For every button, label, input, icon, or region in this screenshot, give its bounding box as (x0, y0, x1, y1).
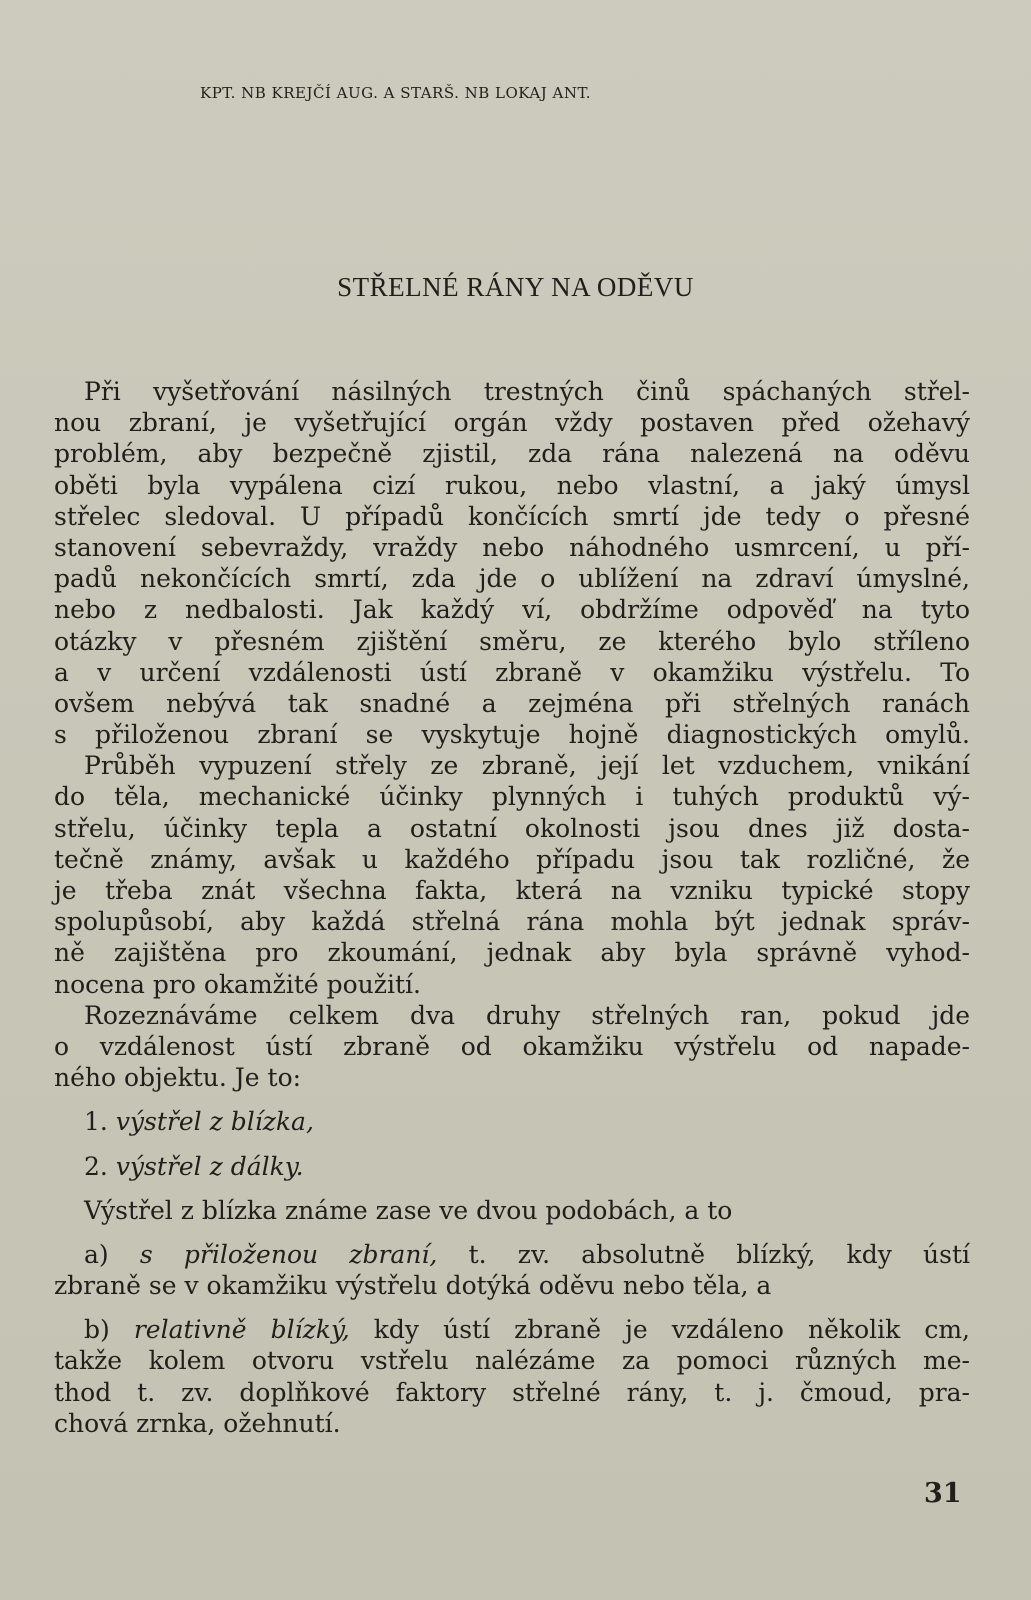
text-line: otázky v přesném zjištění směru, ze kterého bylo stříleno (54, 626, 970, 656)
text-line: thod t. zv. doplňkové faktory střelné rány, t. j. čmoud, pra- (54, 1377, 970, 1407)
text-line: tečně známy, avšak u každého případu jsou tak rozličné, že (54, 844, 970, 874)
item-a-prefix: a) (84, 1239, 140, 1269)
item-a-rest: t. zv. absolutně blízký, kdy ústí (437, 1239, 971, 1269)
text-line: Při vyšetřování násilných trestných činů spáchaných střel- (84, 377, 970, 406)
text-line: problém, aby bezpečně zjistil, zda rána nalezená na oděvu (54, 439, 970, 469)
text-line: střelec sledoval. U případů končících smrtí jde tedy o přesné (54, 501, 970, 531)
list-number: 1. (84, 1107, 108, 1137)
text-line: ně zajištěna pro zkoumání, jednak aby byla správně vyhod- (54, 938, 970, 968)
text-line: nebo z nedbalosti. Jak každý ví, obdržíme odpověď na tyto (54, 595, 970, 625)
list-item (54, 1151, 970, 1182)
text-line: je třeba znát všechna fakta, která na vzniku typické stopy (54, 876, 970, 905)
item-b-rest: kdy ústí zbraně je vzdáleno několik cm, (349, 1315, 970, 1345)
list-text: výstřel z dálky. (115, 1151, 304, 1181)
text-line: Výstřel z blízka známe zase ve dvou podobách, a to (84, 1195, 733, 1225)
text-line: stanovení sebevraždy, vraždy nebo náhodného usmrcení, u pří- (54, 532, 970, 562)
text-line: střelu, účinky tepla a ostatní okolnosti jsou dnes již dosta- (54, 813, 970, 843)
list-text: výstřel z blízka, (115, 1107, 314, 1137)
text-line: a v určení vzdálenosti ústí zbraně v okamžiku výstřelu. To (54, 657, 970, 687)
chapter-title: STŘELNÉ RÁNY NA ODĚVU (337, 272, 694, 302)
text-line: Průběh vypuzení střely ze zbraně, její let vzduchem, vnikání (84, 751, 970, 781)
body-text (54, 376, 970, 1439)
item-a-italic: s přiloženou zbraní, (139, 1239, 438, 1269)
page-number: 31 (924, 1478, 962, 1509)
text-line: nou zbraní, je vyšetřující orgán vždy postaven před ožehavý (54, 408, 970, 438)
text-line: do těla, mechanické účinky plynných i tuhých produktů vý- (54, 782, 970, 812)
text-line: o vzdálenost ústí zbraně od okamžiku výstřelu od napade- (54, 1031, 970, 1061)
text-line: zbraně se v okamžiku výstřelu dotýká oděvu nebo těla, a (54, 1271, 772, 1301)
list-number: 2. (84, 1151, 108, 1181)
text-line: chová zrnka, ožehnutí. (54, 1408, 341, 1438)
list-item (54, 1106, 970, 1137)
text-line: padů nekončících smrtí, zda jde o ublížení na zdraví úmyslné, (54, 564, 970, 594)
text-line: oběti byla vypálena cizí rukou, nebo vlastní, a jaký úmysl (54, 470, 970, 500)
text-line: ovšem nebývá tak snadné a zejména při střelných ranách (54, 688, 970, 718)
text-line: Rozeznáváme celkem dva druhy střelných ran, pokud jde (84, 1000, 970, 1030)
item-a-line (54, 1239, 970, 1270)
item-b-line (54, 1314, 970, 1345)
text-line: s přiloženou zbraní se vyskytuje hojně diagnostických omylů. (54, 720, 970, 750)
item-b-prefix: b) (84, 1315, 134, 1345)
text-line: takže kolem otvoru vstřelu nalézáme za pomoci různých me- (54, 1346, 970, 1376)
running-head: KPT. NB KREJČÍ AUG. A STARŠ. NB LOKAJ ANT. (200, 84, 592, 102)
text-line: nocena pro okamžité použití. (54, 969, 421, 999)
text-line: ného objektu. Je to: (54, 1063, 302, 1093)
item-b-italic: relativně blízký, (133, 1315, 350, 1345)
text-line: spolupůsobí, aby každá střelná rána mohla být jednak správ- (54, 907, 970, 937)
